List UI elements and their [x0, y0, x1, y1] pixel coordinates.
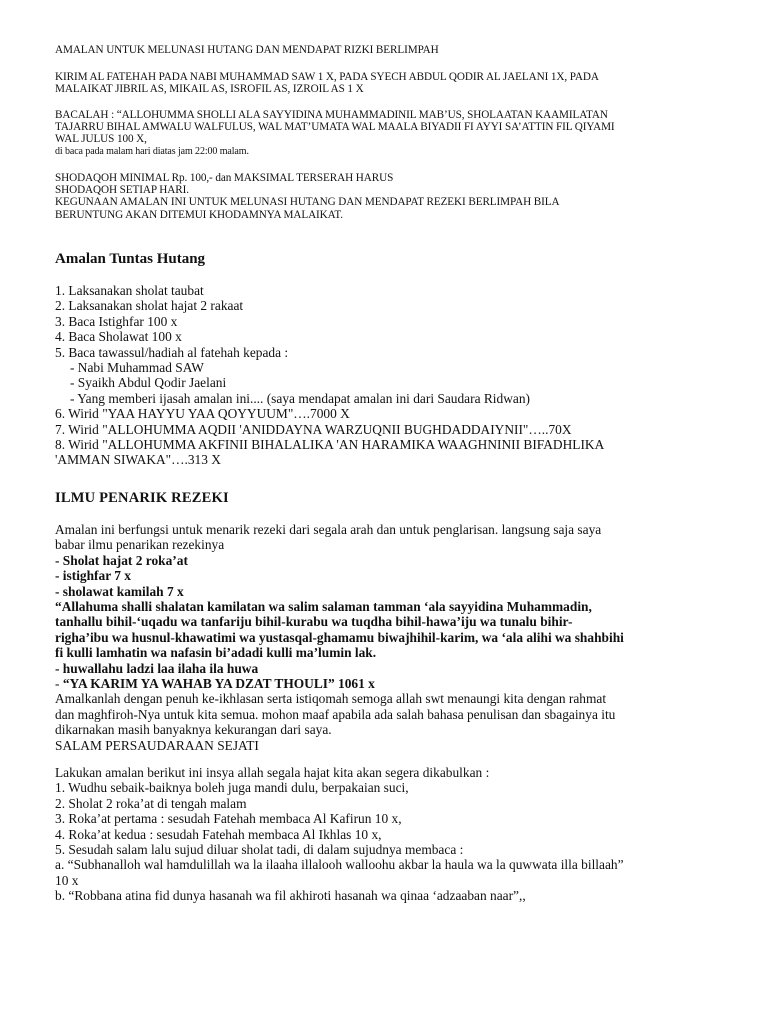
bold-line: - istighfar 7 x	[55, 568, 132, 584]
list-item: 5. Baca tawassul/hadiah al fatehah kepada :	[55, 344, 289, 360]
text-line: KEGUNAAN AMALAN INI UNTUK MELUNASI HUTANG DAN MENDAPAT REZEKI BERLIMPAH BILA	[55, 196, 560, 209]
text-line: Lakukan amalan berikut ini insya allah segala hajat kita akan segera dikabulkan :	[55, 765, 490, 780]
text-line: TAJARRU BIHAL AMWALU WALFULUS, WAL MAT’UMATA WAL MAALA BIYADII FI AYYI SA’ATTIN FIL QIYAMI	[55, 121, 615, 134]
text-line: BACALAH : “ALLOHUMMA SHOLLI ALA SAYYIDINA MUHAMMADINIL MAB’US, SHOLAATAN KAAMILATAN	[55, 109, 608, 121]
list-subitem: - Syaikh Abdul Qodir Jaelani	[70, 375, 227, 391]
list-item: 1. Wudhu sebaik-baiknya boleh juga mandi dulu, berpakaian suci,	[55, 780, 409, 796]
sholawat-line: fi kulli lamhatin wa nafasin bi’adadi kulli ma’lumin lak.	[55, 645, 377, 661]
list-item: 4. Baca Sholawat 100 x	[55, 329, 182, 345]
text-line: Amalkanlah dengan penuh ke-ikhlasan serta istiqomah semoga allah swt menaungi kita dengan rahmat	[55, 691, 607, 707]
list-item: 2. Laksanakan sholat hajat 2 rakaat	[55, 298, 244, 314]
shodaqoh-paragraph	[55, 172, 745, 221]
list-item: 8. Wirid "ALLOHUMMA AKFINII BIHALALIKA 'AN HARAMIKA WAAGHNINII BIFADHLIKA	[55, 437, 605, 453]
text-line: Amalan ini berfungsi untuk menarik rezeki dari segala arah dan untuk penglarisan. langsung saja saya	[55, 522, 602, 537]
reading-time-note: di baca pada malam hari diatas jam 22:00 malam.	[55, 145, 249, 157]
list-subitem: - Nabi Muhammad SAW	[70, 360, 204, 376]
text-line: dan maghfiroh-Nya untuk kita semua. mohon maaf apabila ada salah bahasa penulisan dan sbagainya itu	[55, 706, 616, 722]
text-line: WAL JULUS 100 X,	[55, 133, 147, 146]
ya-karim-prefix: -	[55, 676, 63, 692]
sholawat-line: righa’ibu wa husnul-khawatimi wa yustasqal-ghamamu biwajhihil-karim, wa ‘ala alihi wa shahbihi	[55, 629, 624, 645]
salam-line: SALAM PERSAUDARAAN SEJATI	[55, 737, 259, 753]
penarik-body	[55, 522, 745, 753]
bold-line: - Sholat hajat 2 roka’at	[55, 552, 188, 568]
list-subitem: - Yang memberi ijasah amalan ini.... (saya mendapat amalan ini dari Saudara Ridwan)	[70, 390, 530, 406]
list-item: 10 x	[55, 872, 79, 888]
list-item: a. “Subhanalloh wal hamdulillah wa la ilaaha illalooh walloohu akbar la haula wa la quwwata illa billaah”	[55, 857, 624, 873]
list-item: 6. Wirid "YAA HAYYU YAA QOYYUUM"….7000 X	[55, 406, 350, 422]
sholawat-line: tanhallu bihil-‘uqadu wa tanfariju bihil-kurabu wa tuqdha bihil-hawa’iju wa tunalu bihir-	[55, 614, 573, 630]
sholawat-line: “Allahuma shalli shalatan kamilatan wa salim salaman tamman ‘ala sayyidina Muhammadin,	[55, 599, 592, 615]
list-item: 7. Wirid "ALLOHUMMA AQDII 'ANIDDAYNA WARZUQNII BUGHDADDAIYNII"…..70X	[55, 421, 572, 437]
document-title: AMALAN UNTUK MELUNASI HUTANG DAN MENDAPAT RIZKI BERLIMPAH	[55, 44, 439, 56]
text-line: BERUNTUNG AKAN DITEMUI KHODAMNYA MALAIKAT.	[55, 208, 344, 221]
bacalah-paragraph	[55, 109, 745, 158]
list-item: 3. Baca Istighfar 100 x	[55, 313, 178, 329]
list-item: 'AMMAN SIWAKA"….313 X	[55, 452, 221, 468]
tuntas-list	[55, 283, 745, 468]
list-item: 4. Roka’at kedua : sesudah Fatehah membaca Al Ikhlas 10 x,	[55, 826, 382, 842]
ya-karim-text: “YA KARIM YA WAHAB YA DZAT THOULI” 1061 x	[62, 676, 375, 692]
lakukan-body	[55, 765, 745, 904]
kirim-paragraph	[55, 71, 745, 95]
ya-karim-line	[55, 676, 745, 691]
bold-line: - sholawat kamilah 7 x	[55, 583, 184, 599]
text-line: MALAIKAT JIBRIL AS, MIKAIL AS, ISROFIL AS, IZROIL AS 1 X	[55, 83, 364, 96]
list-item: 5. Sesudah salam lalu sujud diluar sholat tadi, di dalam sujudnya membaca :	[55, 842, 464, 858]
text-line: SHODAQOH MINIMAL Rp. 100,- dan MAKSIMAL TERSERAH HARUS	[55, 172, 394, 184]
bold-line: - huwallahu ladzi laa ilaha ila huwa	[55, 660, 259, 676]
list-item: 2. Sholat 2 roka’at di tengah malam	[55, 795, 247, 811]
list-item: b. “Robbana atina fid dunya hasanah wa fil akhiroti hasanah wa qinaa ‘adzaaban naar”,,	[55, 888, 526, 904]
tuntas-heading: Amalan Tuntas Hutang	[55, 251, 206, 267]
text-line: KIRIM AL FATEHAH PADA NABI MUHAMMAD SAW 1 X, PADA SYECH ABDUL QODIR AL JAELANI 1X, PADA	[55, 71, 599, 83]
text-line: SHODAQOH SETIAP HARI.	[55, 184, 189, 197]
list-item: 3. Roka’at pertama : sesudah Fatehah membaca Al Kafirun 10 x,	[55, 811, 402, 827]
text-line: dikarnakan masih banyaknya kekurangan dari saya.	[55, 722, 332, 738]
text-line: babar ilmu penarikan rezekinya	[55, 537, 225, 553]
penarik-heading: ILMU PENARIK REZEKI	[55, 490, 229, 506]
list-item: 1. Laksanakan sholat taubat	[55, 283, 204, 298]
